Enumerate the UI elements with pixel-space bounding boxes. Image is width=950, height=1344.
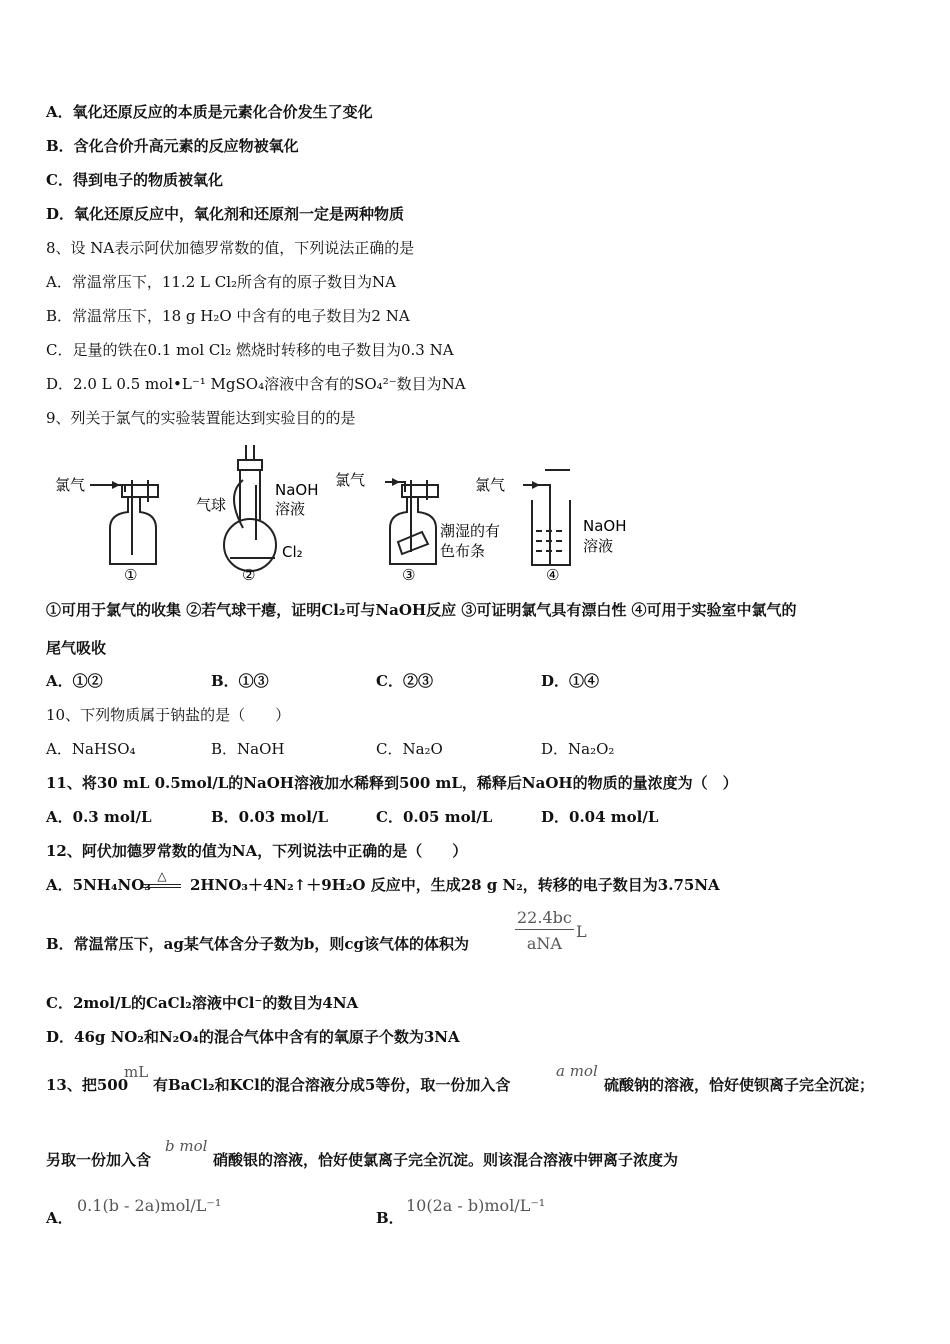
- q10-option-b: B．NaOH: [211, 740, 285, 758]
- q9-apparatus-figure: [50, 440, 650, 585]
- q13-part5: 硝酸银的溶液，恰好使氯离子完全沉淀。则该混合溶液中钾离子浓度为: [213, 1151, 679, 1169]
- q8-stem: 8、设 NA表示阿伏加德罗常数的值，下列说法正确的是: [46, 239, 415, 257]
- fig-label-naoh-4: NaOH: [583, 517, 627, 535]
- fraction-numerator: 22.4bc: [515, 908, 574, 930]
- q9-description-line2: 尾气吸收: [46, 639, 107, 657]
- q10-option-d: D．Na₂O₂: [541, 740, 615, 758]
- q11-option-b: B．0.03 mol/L: [211, 808, 329, 826]
- q13-option-b-label: B．: [376, 1209, 404, 1227]
- q8-option-d: D．2.0 L 0.5 mol•L⁻¹ MgSO₄溶液中含有的SO₄²⁻数目为NA: [46, 375, 466, 393]
- heat-delta-icon: △: [157, 869, 167, 883]
- q7-option-b: B．含化合价升高元素的反应物被氧化: [46, 137, 299, 155]
- q13-part1: 13、把500: [46, 1076, 129, 1094]
- q13-part4: 另取一份加入含: [46, 1151, 152, 1169]
- fig-label-cloth-2: 色布条: [440, 542, 486, 560]
- q13-a-mol: a mol: [556, 1062, 598, 1080]
- q13-option-b-expression: 10(2a - b)mol/L⁻¹: [406, 1196, 546, 1215]
- fig-label-balloon: 气球: [196, 496, 227, 514]
- fig-label-solution-1: 溶液: [275, 500, 306, 518]
- q13-option-a-label: A．: [46, 1209, 73, 1227]
- fig-number-3: ③: [402, 566, 416, 584]
- q13-b-mol: b mol: [165, 1137, 208, 1155]
- q12-option-b: B．常温常压下，ag某气体含分子数为b，则cg该气体的体积为: [46, 935, 469, 953]
- q7-option-d: D．氧化还原反应中，氧化剂和还原剂一定是两种物质: [46, 205, 405, 223]
- q12-option-c: C．2mol/L的CaCl₂溶液中Cl⁻的数目为4NA: [46, 994, 359, 1012]
- q13-part3: 硫酸钠的溶液，恰好使钡离子完全沉淀；: [604, 1076, 875, 1094]
- q13-ml-unit: mL: [124, 1063, 149, 1081]
- fraction-denominator: aNA: [526, 934, 562, 953]
- q11-option-c: C．0.05 mol/L: [376, 808, 493, 826]
- fig-label-solution-4: 溶液: [583, 537, 614, 555]
- q9-description-line1: ①可用于氯气的收集 ②若气球干瘪，证明Cl₂可与NaOH反应 ③可证明氯气具有漂白性 ④可用于实验室中氯气的: [46, 601, 797, 619]
- q12-option-d: D．46g NO₂和N₂O₄的混合气体中含有的氧原子个数为3NA: [46, 1028, 460, 1046]
- fig-label-chlorine-3: 氯气: [335, 471, 366, 489]
- fig-label-chlorine-1: 氯气: [55, 476, 86, 494]
- fig-label-naoh-1: NaOH: [275, 481, 319, 499]
- fig-label-cloth-1: 潮湿的有: [440, 522, 501, 540]
- q12-volume-unit: L: [576, 922, 587, 941]
- q9-option-b: B．①③: [211, 672, 269, 690]
- fig-label-chlorine-4: 氯气: [475, 476, 506, 494]
- q8-option-b: B．常温常压下，18 g H₂O 中含有的电子数目为2 NA: [46, 307, 410, 325]
- q8-option-c: C．足量的铁在0.1 mol Cl₂ 燃烧时转移的电子数目为0.3 NA: [46, 341, 454, 359]
- q10-stem: 10、下列物质属于钠盐的是（ ）: [46, 706, 291, 724]
- q11-option-d: D．0.04 mol/L: [541, 808, 659, 826]
- q8-option-a: A．常温常压下，11.2 L Cl₂所含有的原子数目为NA: [46, 273, 396, 291]
- q12-option-a-left: A．5NH₄NO₃: [46, 876, 151, 894]
- q10-option-c: C．Na₂O: [376, 740, 443, 758]
- q9-stem: 9、列关于氯气的实验装置能达到实验目的的是: [46, 409, 356, 427]
- q10-option-a: A．NaHSO₄: [46, 740, 136, 758]
- q13-part2: 有BaCl₂和KCl的混合溶液分成5等份，取一份加入含: [153, 1076, 511, 1094]
- q9-option-d: D．①④: [541, 672, 600, 690]
- q12-option-a-right: 2HNO₃＋4N₂↑＋9H₂O 反应中，生成28 g N₂，转移的电子数目为3.75NA: [190, 876, 720, 894]
- fig-number-1: ①: [124, 566, 138, 584]
- q12-volume-fraction: [515, 908, 574, 953]
- q7-option-c: C．得到电子的物质被氧化: [46, 171, 223, 189]
- q11-stem: 11、将30 mL 0.5mol/L的NaOH溶液加水稀释到500 mL，稀释后NaOH的物质的量浓度为（ ）: [46, 774, 738, 792]
- q9-option-c: C．②③: [376, 672, 433, 690]
- q12-reaction-arrow: [143, 870, 181, 892]
- q13-option-a-expression: 0.1(b - 2a)mol/L⁻¹: [77, 1196, 222, 1215]
- q11-option-a: A．0.3 mol/L: [46, 808, 152, 826]
- q12-stem: 12、阿伏加德罗常数的值为NA，下列说法中正确的是（ ）: [46, 842, 468, 860]
- q7-option-a: A．氧化还原反应的本质是元素化合价发生了变化: [46, 103, 373, 121]
- fig-number-4: ④: [546, 566, 560, 584]
- q9-option-a: A．①②: [46, 672, 103, 690]
- fig-number-2: ②: [242, 566, 256, 584]
- fig-label-cl2: Cl₂: [282, 543, 303, 561]
